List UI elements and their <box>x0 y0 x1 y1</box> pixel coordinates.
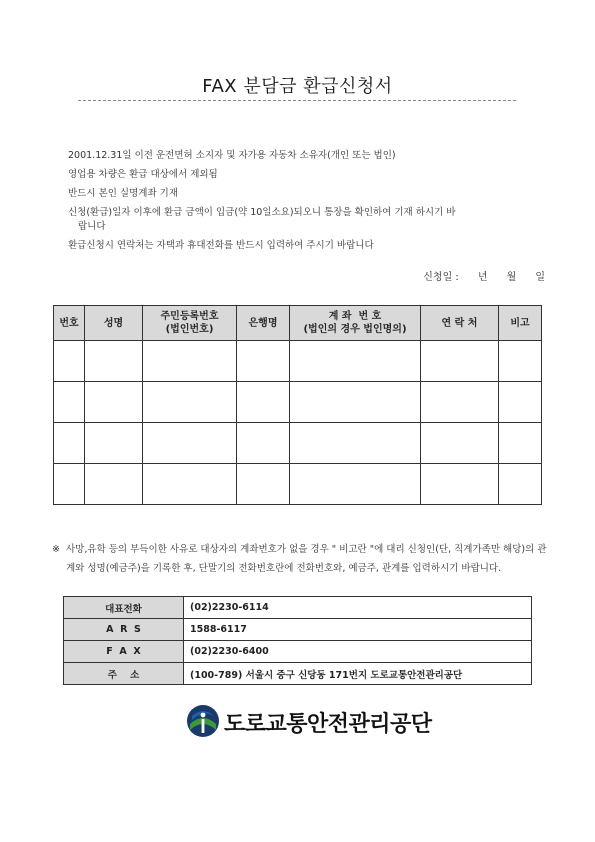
col-account <box>290 306 421 341</box>
cell-rrn[interactable] <box>143 423 237 464</box>
col-account-sublabel: (법인의 경우 법인명의) <box>303 324 407 335</box>
cell-number[interactable] <box>54 464 85 505</box>
table-row <box>54 382 542 423</box>
cell-name[interactable] <box>85 382 143 423</box>
table-row <box>54 341 542 382</box>
contact-row <box>64 641 532 663</box>
contact-value: (02)2230-6114 <box>184 597 532 619</box>
instruction-line: 랍니다 <box>78 221 106 232</box>
col-name: 성명 <box>85 306 143 341</box>
contact-label: A R S <box>64 619 184 641</box>
contact-value: (100-789) 서울시 중구 신당동 171번지 도로교통안전관리공단 <box>184 663 532 685</box>
cell-account[interactable] <box>290 423 421 464</box>
cell-contact[interactable] <box>421 341 499 382</box>
contact-value: (02)2230-6400 <box>184 641 532 663</box>
contact-value: 1588-6117 <box>184 619 532 641</box>
cell-account[interactable] <box>290 341 421 382</box>
cell-contact[interactable] <box>421 423 499 464</box>
instruction-line: 환급신청시 연락처는 자택과 휴대전화를 반드시 입력하여 주시기 바랍니다 <box>68 240 374 251</box>
contact-label: 주 소 <box>64 663 184 685</box>
col-contact: 연 락 처 <box>421 306 499 341</box>
instructions <box>68 146 548 255</box>
col-rrn <box>143 306 237 341</box>
cell-remark[interactable] <box>499 464 542 505</box>
cell-rrn[interactable] <box>143 464 237 505</box>
application-date-line: 신청일 : 년 월 일 <box>423 272 545 283</box>
col-remark: 비고 <box>499 306 542 341</box>
cell-contact[interactable] <box>421 464 499 505</box>
cell-name[interactable] <box>85 423 143 464</box>
cell-remark[interactable] <box>499 382 542 423</box>
cell-remark[interactable] <box>499 423 542 464</box>
agency-emblem-icon <box>186 704 220 738</box>
col-account-label: 계 좌 번 호 <box>328 311 382 322</box>
col-number: 번호 <box>54 306 85 341</box>
cell-number[interactable] <box>54 423 85 464</box>
cell-account[interactable] <box>290 382 421 423</box>
instruction-line: 2001.12.31일 이전 운전면허 소지자 및 자가용 자동차 소유자(개인 또는 법인) <box>68 150 396 161</box>
cell-bank[interactable] <box>237 464 290 505</box>
cell-remark[interactable] <box>499 341 542 382</box>
instruction-line: 신청(환급)일자 이후에 환급 금액이 입금(약 10일소요)되오니 통장을 확인하여 기재 하시기 바 <box>68 207 456 218</box>
application-table <box>53 305 542 505</box>
cell-account[interactable] <box>290 464 421 505</box>
col-bank: 은행명 <box>237 306 290 341</box>
col-rrn-sublabel: (법인번호) <box>165 324 214 335</box>
footnote-text: 사망,유학 등의 부득이한 사유로 대상자의 계좌번호가 없을 경우 " 비고란 "에 대리 신청인(단, 직계가족만 해당)의 관계와 성명(예금주)을 기록한 후, 단말기의 전화번호란에 전화번호와, 예금주, 관계를 입력하시기 바랍니다. <box>66 544 547 574</box>
table-row <box>54 423 542 464</box>
form-title: FAX 분담금 환급신청서 <box>202 76 393 97</box>
table-header-row <box>54 306 542 341</box>
cell-number[interactable] <box>54 341 85 382</box>
contact-label: F A X <box>64 641 184 663</box>
cell-number[interactable] <box>54 382 85 423</box>
instruction-line: 반드시 본인 실명계좌 기재 <box>68 188 179 199</box>
contact-label: 대표전화 <box>64 597 184 619</box>
cell-bank[interactable] <box>237 341 290 382</box>
instruction-line: 영업용 차량은 환급 대상에서 제외됨 <box>68 169 218 180</box>
contact-info-table <box>63 596 532 685</box>
col-rrn-label: 주민등록번호 <box>160 311 219 322</box>
cell-name[interactable] <box>85 341 143 382</box>
cell-bank[interactable] <box>237 423 290 464</box>
title-divider <box>78 100 516 101</box>
contact-row <box>64 619 532 641</box>
table-row <box>54 464 542 505</box>
agency-name: 도로교통안전관리공단 <box>224 712 432 737</box>
cell-contact[interactable] <box>421 382 499 423</box>
cell-bank[interactable] <box>237 382 290 423</box>
contact-row <box>64 597 532 619</box>
contact-row <box>64 663 532 685</box>
cell-rrn[interactable] <box>143 382 237 423</box>
cell-name[interactable] <box>85 464 143 505</box>
cell-rrn[interactable] <box>143 341 237 382</box>
reference-mark: ※ <box>52 544 60 555</box>
footnote <box>52 540 547 578</box>
